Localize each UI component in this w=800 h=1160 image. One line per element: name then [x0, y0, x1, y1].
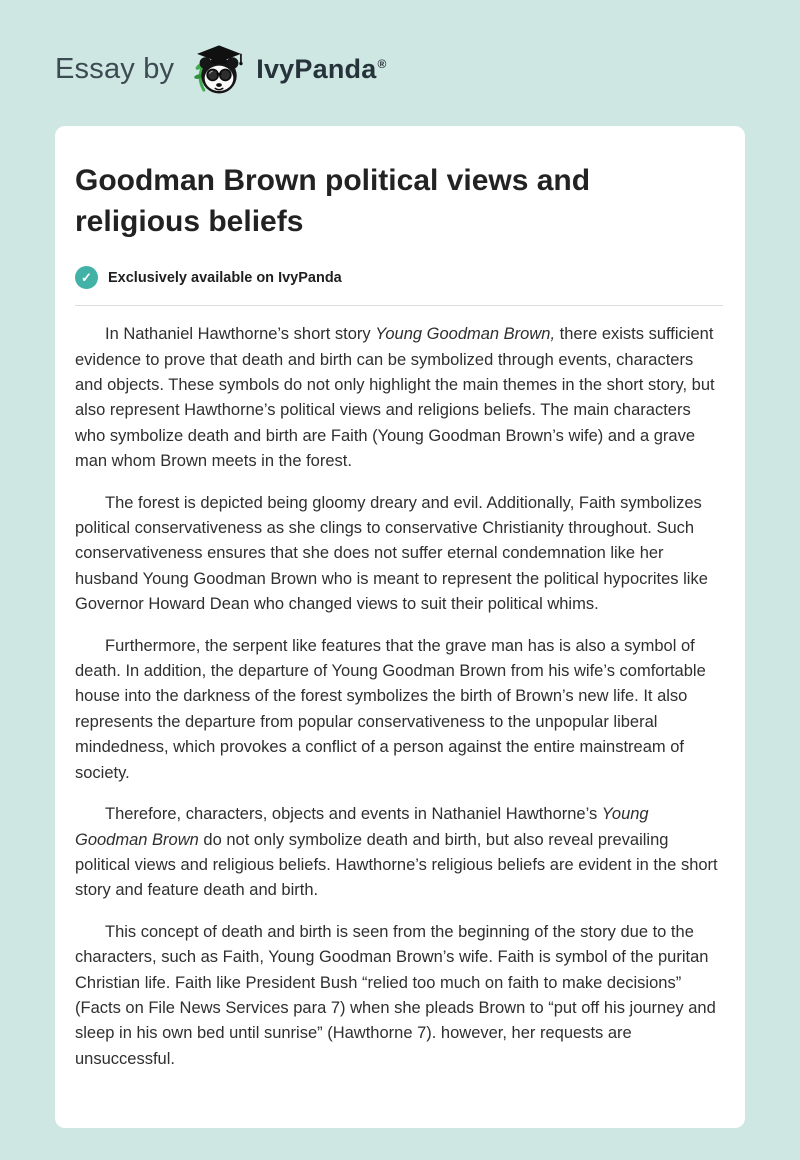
p1-text: In Nathaniel Hawthorne’s short story — [105, 325, 376, 344]
divider — [75, 305, 723, 306]
p4-story-title: Young Goodman Brown — [75, 805, 649, 849]
essay-paragraph-5: This concept of death and birth is seen from the beginning of the story due to the characters, such as Faith, Young Goodman Brown’s wife. Faith is symbol of the puritan Christian life. Faith like President Bush “relied too much on faith to make decisions” (Facts on File News Services para 7) when she pleads Brown to “put off his journey and sleep in his own bed until sunrise” (Hawthorne 7). however, her requests are unsuccessful. — [75, 922, 716, 1068]
essay-body — [75, 322, 723, 1072]
essay-paragraph-4 — [75, 802, 723, 904]
essay-card — [55, 126, 745, 1128]
essay-paragraph-1 — [75, 322, 723, 474]
essay-by-label: Essay by — [55, 52, 175, 85]
p1-text-cont: there exists sufficient evidence to prove that death and birth can be symbolized through events, characters and objects. These symbols do not only highlight the main themes in the short story, but also represent Hawthorne’s political views and religions beliefs. The main characters who symbolize death and birth are Faith (Young Goodman Brown’s wife) and a grave man whom Brown meets in the forest. — [75, 325, 715, 471]
p4-text-cont: do not only symbolize death and birth, but also reveal prevailing political views and religious beliefs. Hawthorne’s religious beliefs are evident in the short story and feature death and birth. — [75, 830, 718, 900]
availability-badge — [75, 266, 723, 289]
header — [0, 0, 800, 96]
ivypanda-logo — [192, 42, 386, 96]
check-icon: ✓ — [75, 266, 98, 289]
brand-text: IvyPanda — [256, 53, 377, 84]
essay-paragraph-3: Furthermore, the serpent like features that the grave man has is also a symbol of death. In addition, the departure of Young Goodman Brown from his wife’s comfortable house into the darkness of the forest symbolizes the birth of Brown’s new life. It also represents the departure from popular conservativeness to the unpopular liberal mindedness, which provokes a conflict of a person against the entire mainstream of society. — [75, 636, 706, 782]
panda-graduate-icon — [192, 42, 246, 96]
registered-mark: ® — [377, 56, 387, 71]
availability-label: Exclusively available on IvyPanda — [108, 269, 342, 286]
brand-name — [256, 54, 386, 85]
essay-paragraph-2: The forest is depicted being gloomy dreary and evil. Additionally, Faith symbolizes political conservativeness as she clings to conservative Christianity throughout. Such conservativeness ensures that she does not suffer eternal condemnation like her husband Young Goodman Brown who is meant to represent the political hypocrites like Governor Howard Dean who changed views to suit their political whims. — [75, 493, 708, 614]
p1-story-title: Young Goodman Brown, — [375, 325, 556, 344]
page-title: Goodman Brown political views and religious beliefs — [75, 164, 591, 239]
p4-text: Therefore, characters, objects and events in Nathaniel Hawthorne’s — [105, 805, 602, 824]
